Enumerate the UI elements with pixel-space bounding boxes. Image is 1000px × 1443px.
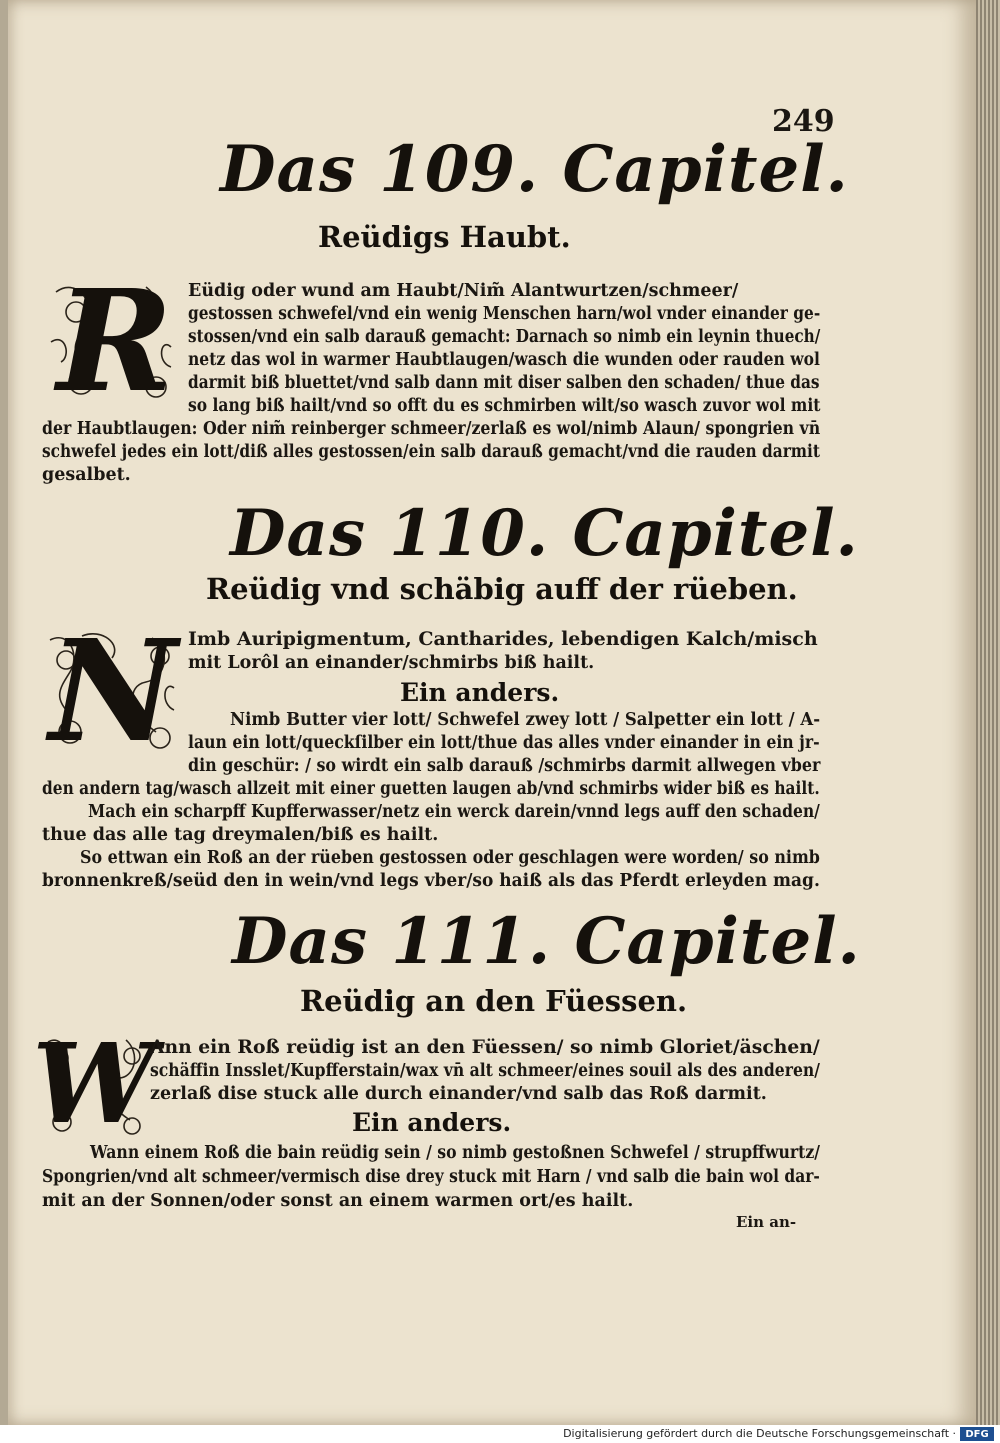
ch111-line-2: schäffin Insslet/Kupfferstain/wax vn̄ alt schmeer/eines souil als des anderen/	[150, 1061, 820, 1081]
initial-letter-r: R	[56, 260, 174, 424]
ch110-body-line-1: Nimb Butter vier lott/ Schwefel zwey lott / Salpetter ein lott / A-	[230, 710, 821, 730]
ch109-line-2: gestossen schwefel/vnd ein wenig Menschen harn/wol vnder einander ge-	[188, 304, 821, 324]
ch109-line-1: Eüdig oder wund am Haubt/Nim̃ Alantwurtzen/schmeer/	[188, 281, 739, 301]
ch111-line-1: Ann ein Roß reüdig ist an den Füessen/ so nimb Gloriet/äschen/	[150, 1036, 820, 1058]
decorated-initial-n	[42, 610, 184, 774]
catchword: Ein an-	[736, 1213, 797, 1231]
ch110-body-line-3: din geschür: / so wirdt ein salb darauß /schmirbs darmit allwegen vber	[188, 756, 821, 776]
ch109-line-5: darmit biß bluettet/vnd salb dann mit diser salben den schaden/ thue das	[188, 373, 820, 393]
ch111-body-line-3: mit an der Sonnen/oder sonst an einem warmen ort/es hailt.	[42, 1191, 634, 1211]
ch110-body-line-2: laun ein lott/queckſilber ein lott/thue das alles vnder einander in ein jr-	[188, 733, 820, 753]
ch111-sub-heading: Ein anders.	[352, 1108, 512, 1137]
ch110-body-line-5: Mach ein scharpff Kupfferwasser/netz ein werck darein/vnnd legs auff den schaden/	[88, 802, 820, 822]
dfg-logo[interactable]: DFG	[960, 1427, 994, 1441]
decorated-initial-r	[46, 260, 184, 424]
ch110-body-line-7: So ettwan ein Roß an der rüeben gestossen oder geschlagen were worden/ so nimb	[80, 848, 820, 868]
ch110-body-line-8: bronnenkreß/seüd den in wein/vnd legs vber/so haiß als das Pferdt erleyden mag.	[42, 871, 820, 891]
initial-letter-w: W	[32, 1019, 156, 1148]
ch109-line-8: schwefel jedes ein lott/diß alles gestossen/ein salb darauß gemacht/vnd die rauden darmit	[42, 442, 820, 462]
footer-bar	[0, 1425, 1000, 1443]
ch111-body-line-1: Wann einem Roß die bain reüdig sein / so nimb gestoßnen Schwefel / strupffwurtz/	[90, 1143, 821, 1163]
chapter-109-subtitle: Reüdigs Haubt.	[318, 220, 571, 254]
ch110-line-1: Imb Auripigmentum, Cantharides, lebendigen Kalch/misch	[188, 628, 818, 650]
initial-letter-n: N	[49, 610, 177, 774]
ch111-line-3: zerlaß dise stuck alle durch einander/vnd salb das Roß darmit.	[150, 1084, 767, 1104]
page-number: 249	[772, 104, 835, 139]
ch111-body-line-2: Spongrien/vnd alt schmeer/vermisch dise drey stuck mit Harn / vnd salb die bain wol dar-	[42, 1167, 820, 1187]
ch110-body-line-4: den andern tag/wasch allzeit mit einer guetten laugen ab/vnd schmirbs wider biß es hailt.	[42, 779, 820, 799]
ch109-line-4: netz das wol in warmer Haubtlaugen/wasch die wunden oder rauden wol	[188, 350, 820, 370]
decorated-initial-w	[32, 1019, 156, 1148]
ch110-sub-heading: Ein anders.	[400, 678, 560, 707]
chapter-110-subtitle: Reüdig vnd schäbig auff der rüeben.	[206, 572, 798, 606]
chapter-110-title: Das 110. Capitel.	[230, 496, 859, 571]
ch109-line-6: so lang biß hailt/vnd so offt du es schmirben wilt/so wasch zuvor wol mit	[188, 396, 821, 416]
ch110-line-2: mit Lorôl an einander/schmirbs biß hailt.	[188, 653, 595, 673]
ch109-line-9: gesalbet.	[42, 465, 131, 485]
chapter-111-title: Das 111. Capitel.	[232, 904, 861, 979]
ch109-line-3: stossen/vnd ein salb darauß gemacht: Darnach so nimb ein leynin thuech/	[188, 327, 821, 347]
chapter-111-subtitle: Reüdig an den Füessen.	[300, 984, 688, 1018]
chapter-109-title: Das 109. Capitel.	[220, 132, 849, 207]
page-edge	[976, 0, 1000, 1425]
ch110-body-line-6: thue das alle tag dreymalen/biß es hailt.	[42, 825, 439, 845]
ch109-line-7: der Haubtlaugen: Oder nim̃ reinberger schmeer/zerlaß es wol/nimb Alaun/ spongrien vn̄	[42, 419, 821, 439]
footer-credit: Digitalisierung gefördert durch die Deutsche Forschungsgemeinschaft ·	[563, 1427, 956, 1440]
